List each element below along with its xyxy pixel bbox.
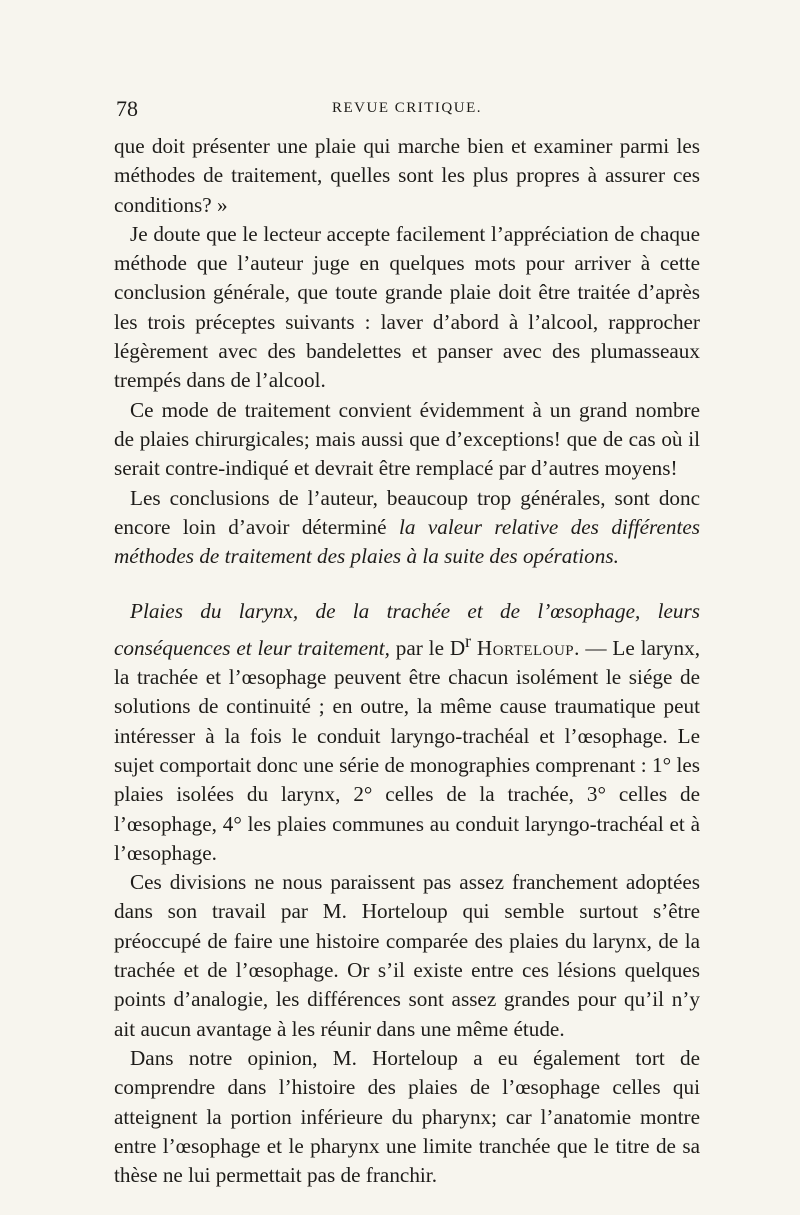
paragraph-7: Dans notre opinion, M. Horteloup a eu également tort de comprendre dans l’histoire des plaies de l’œsophage celles qui atteignent la portion inférieure du pharynx; car l’anatomie montre entre l’œsophage et le pharynx une limite tranchée que le titre de sa thèse ne lui permettait pas de franchir. xyxy=(114,1045,700,1188)
section-body: . — Le larynx, la trachée et l’œsophage peuvent être chacun isolément le siége de solutions de continuité ; en outre, la même cause traumatique peut intéresser à la fois le conduit laryngo-trachéal et l’œsophage. Le sujet comportait donc une série de monographies comprenant : 1° les plaies isolées du larynx, 2° celles de la trachée, 3° celles de l’œsophage, 4° les plaies communes au conduit laryngo-trachéal et à l’œsophage. xyxy=(114,635,701,865)
running-head xyxy=(114,96,700,124)
body-text xyxy=(114,132,700,1190)
running-title: REVUE CRITIQUE. xyxy=(332,100,482,116)
section-author: Horteloup xyxy=(476,635,575,660)
paragraph-4-text: Les conclusions de l’auteur, beaucoup trop générales, sont donc encore loin d’avoir déterminé xyxy=(114,485,700,539)
paragraph-1: que doit présenter une plaie qui marche bien et examiner parmi les méthodes de traitement, quelles sont les plus propres à assurer ces conditions? » xyxy=(114,134,700,217)
section-dr-sup: r xyxy=(465,630,472,651)
section-by: par le D xyxy=(395,635,466,660)
paragraph-6: Ces divisions ne nous paraissent pas assez franchement adoptées dans son travail par M. Horteloup qui semble surtout s’être préoccupé de faire une histoire comparée des plaies du larynx, de la trachée et de l’œsophage. Or s’il existe entre ces lésions quelques points d’analogie, les différences sont assez grandes pour qu’il n’y ait aucun avantage à les réunir dans une même étude. xyxy=(114,870,700,1041)
paragraph-4 xyxy=(114,484,700,572)
section-horteloup xyxy=(114,597,700,868)
page-number: 78 xyxy=(116,96,138,121)
paragraph-3: Ce mode de traitement convient évidemment à un grand nombre de plaies chirurgicales; mais aussi que d’exceptions! que de cas où il serait contre-indiqué et devrait être remplacé par d’autres moyens! xyxy=(114,397,700,481)
paragraph-4-italic: la valeur relative des différentes méthodes de traitement des plaies à la suite des opérations. xyxy=(114,514,700,569)
paragraph-2: Je doute que le lecteur accepte facilement l’appréciation de chaque méthode que l’auteur juge en quelques mots pour arriver à cette conclusion générale, que toute grande plaie doit être traitée d’après les trois préceptes suivants : laver d’abord à l’alcool, rapprocher légèrement avec des bandelettes et panser avec des plumasseaux trempés dans de l’alcool. xyxy=(114,221,700,393)
section-title: Plaies du larynx, de la trachée et de l’œsophage, leurs conséquences et leur traitement, xyxy=(114,599,700,660)
